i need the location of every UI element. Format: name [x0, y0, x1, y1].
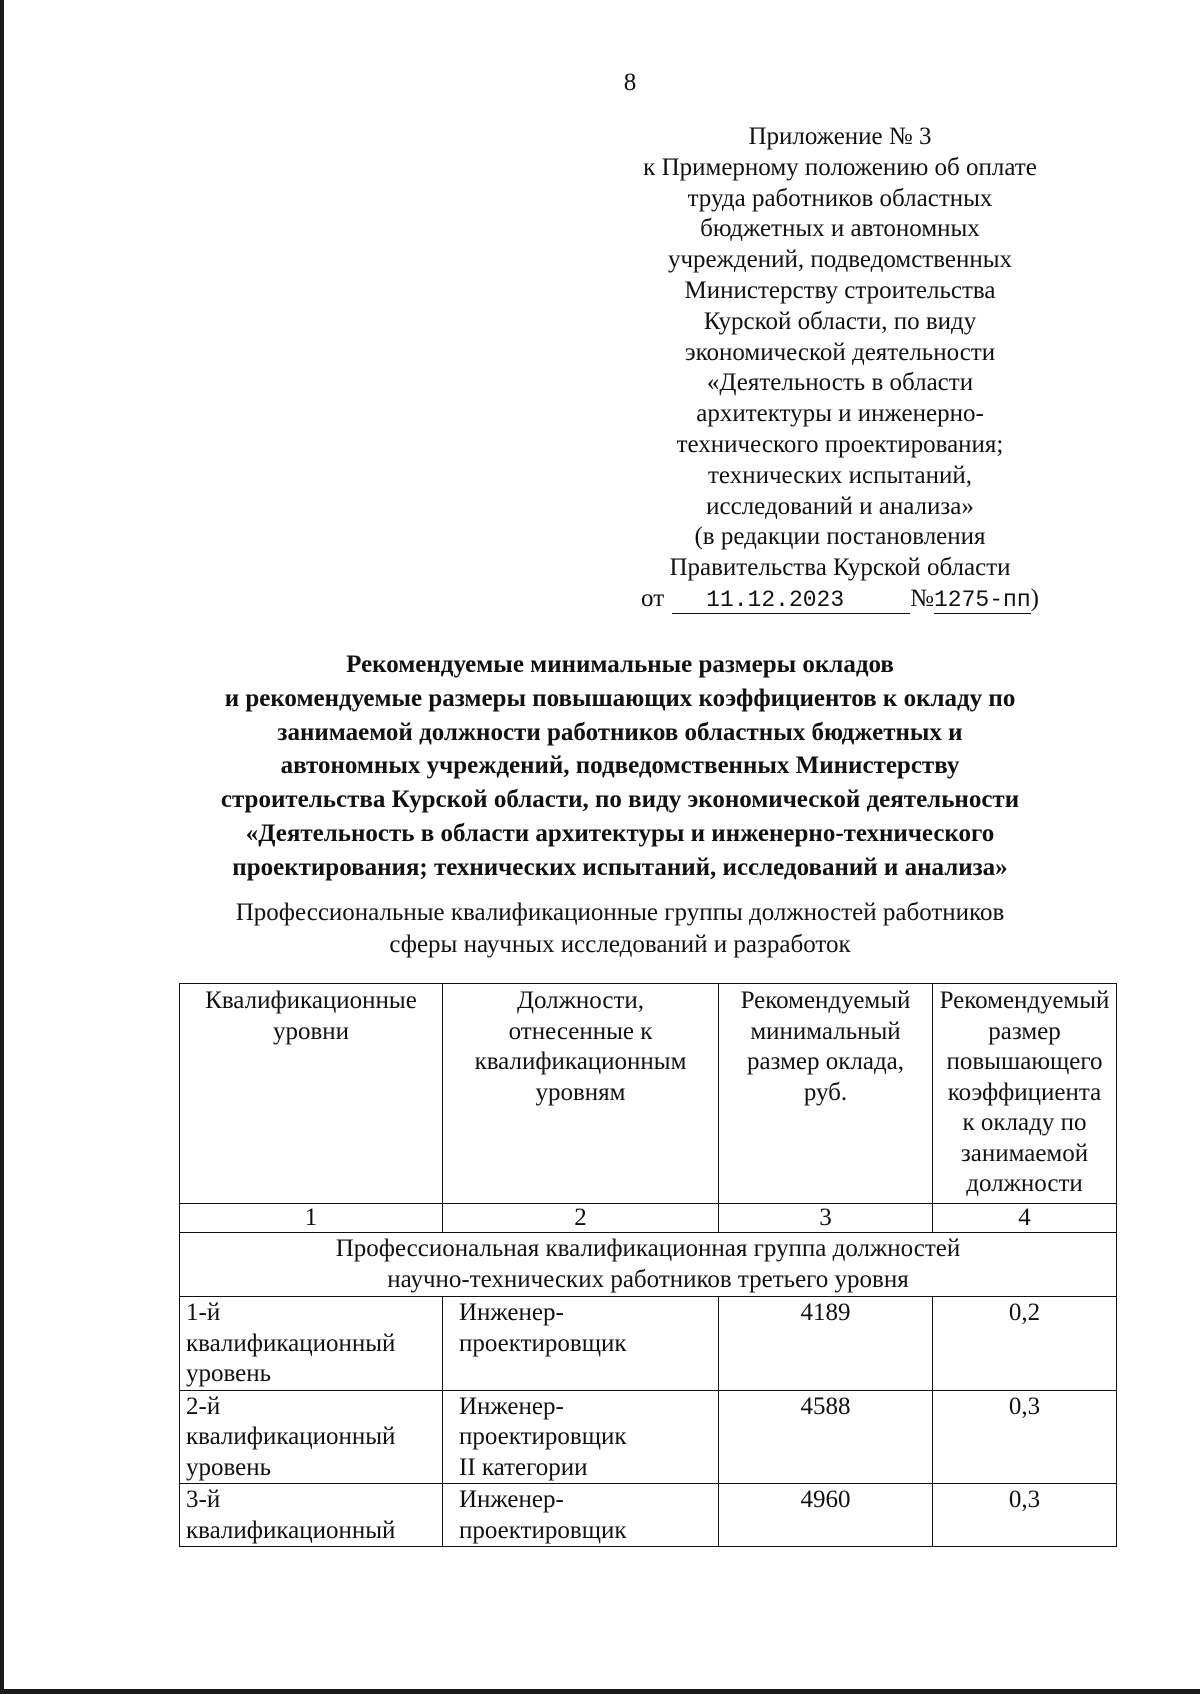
appendix-line: бюджетных и автономных [700, 215, 980, 243]
level-line: 3-й [186, 1486, 221, 1513]
document-title [150, 648, 1090, 885]
appendix-line: Курской области, по виду [703, 307, 977, 335]
header-positions [443, 984, 719, 1204]
table-row [180, 1297, 1117, 1391]
column-number: 3 [719, 1204, 933, 1233]
header-line: Квалификационные [205, 987, 417, 1014]
table-row [180, 1390, 1117, 1484]
title-line: занимаемой должности работников областных бюджетных и [277, 718, 963, 746]
title-line: и рекомендуемые размеры повышающих коэффициентов к окладу по [224, 684, 1016, 712]
header-line: размер оклада, [746, 1048, 905, 1075]
header-line: должности [966, 1170, 1083, 1197]
header-line: повышающего [946, 1048, 1103, 1075]
position-cell [443, 1390, 719, 1484]
resolution-date-line [560, 584, 1120, 615]
level-line: квалификационный [186, 1423, 396, 1450]
appendix-line: к Примерному положению об оплате [643, 153, 1037, 181]
level-line: 1-й [186, 1299, 221, 1326]
header-qualification-levels [180, 984, 443, 1204]
position-cell [443, 1484, 719, 1547]
coefficient-cell: 0,2 [933, 1297, 1117, 1391]
coefficient-cell: 0,3 [933, 1390, 1117, 1484]
header-line: Должности, [516, 987, 645, 1014]
level-line: уровень [186, 1453, 272, 1481]
header-line: руб. [803, 1078, 848, 1106]
appendix-line: архитектуры и инженерно- [696, 400, 984, 428]
position-cell [443, 1297, 719, 1391]
salary-table [179, 983, 1117, 1547]
appendix-line: Министерству строительства [684, 276, 996, 304]
page-number: 8 [623, 69, 637, 96]
position-line: II категории [459, 1453, 588, 1481]
position-line: Инженер- [459, 1299, 564, 1326]
table-header-row [180, 984, 1117, 1204]
position-line: Инженер- [459, 1392, 564, 1420]
appendix-line: экономической деятельности [684, 338, 996, 366]
group-title-row [180, 1233, 1117, 1297]
scan-left-border [0, 0, 4, 1694]
title-line: автономных учреждений, подведомственных Министерству [280, 752, 960, 780]
salary-cell: 4588 [719, 1390, 933, 1484]
header-line: минимальный [750, 1017, 901, 1045]
group-title [180, 1233, 1117, 1297]
header-line: квалификационным [474, 1048, 687, 1075]
date-prefix: от [641, 584, 665, 612]
header-line: коэффициента [947, 1078, 1102, 1106]
group-title-line: Профессиональная квалификационная группа должностей [335, 1235, 961, 1262]
resolution-date: 11.12.2023 [706, 586, 845, 613]
position-line: проектировщик [459, 1329, 627, 1357]
position-line: проектировщик [459, 1423, 627, 1450]
appendix-line: учреждений, подведомственных [667, 246, 1013, 274]
appendix-line: труда работников областных [687, 184, 993, 212]
level-line: квалификационный [186, 1329, 396, 1357]
coefficient-cell: 0,3 [933, 1484, 1117, 1547]
header-line: уровни [272, 1017, 350, 1045]
header-line: Рекомендуемый [939, 987, 1110, 1014]
level-cell [180, 1297, 443, 1391]
number-prefix: № [910, 584, 934, 612]
title-line: Рекомендуемые минимальные размеры окладов [346, 651, 894, 678]
resolution-number: 1275-пп [934, 586, 1031, 613]
level-cell [180, 1390, 443, 1484]
appendix-line: (в редакции постановления [694, 523, 986, 551]
title-line: проектирования; технических испытаний, исследований и анализа» [232, 853, 1008, 881]
header-min-salary [719, 984, 933, 1204]
level-line: уровень [186, 1360, 272, 1387]
header-line: к окладу по [962, 1109, 1087, 1136]
appendix-line: технического проектирования; [676, 430, 1004, 458]
caption-line: Профессиональные квалификационные группы должностей работников [235, 899, 1005, 926]
level-cell [180, 1484, 443, 1547]
header-line: отнесенные к [508, 1017, 653, 1045]
header-line: уровням [535, 1078, 626, 1106]
column-number: 2 [443, 1204, 719, 1233]
column-number-row [180, 1204, 1117, 1233]
appendix-line: «Деятельность в области [706, 369, 974, 397]
header-line: размер [988, 1017, 1061, 1045]
header-line: Рекомендуемый [740, 987, 911, 1014]
table-row [180, 1484, 1117, 1547]
number-suffix: ) [1030, 584, 1039, 612]
group-caption [150, 897, 1090, 961]
position-line: Инженер- [459, 1486, 564, 1513]
appendix-line: технических испытаний, [708, 461, 972, 489]
date-blank [672, 586, 910, 614]
title-line: строительства Курской области, по виду экономической деятельности [220, 786, 1020, 814]
number-blank [934, 586, 1031, 614]
header-coefficient [933, 984, 1117, 1204]
header-line: занимаемой [960, 1139, 1089, 1167]
level-line: 2-й [186, 1392, 221, 1420]
scan-bottom-border [0, 1689, 1200, 1694]
level-line: квалификационный [186, 1516, 396, 1544]
title-line: «Деятельность в области архитектуры и инженерно-технического [245, 819, 995, 847]
salary-cell: 4189 [719, 1297, 933, 1391]
position-line: проектировщик [459, 1516, 627, 1544]
group-title-line: научно-технических работников третьего уровня [387, 1265, 909, 1293]
appendix-line: Приложение № 3 [748, 123, 932, 150]
caption-line: сферы научных исследований и разработок [389, 931, 851, 958]
salary-cell: 4960 [719, 1484, 933, 1547]
appendix-line: исследований и анализа» [706, 492, 974, 520]
column-number: 4 [933, 1204, 1117, 1233]
appendix-header [560, 122, 1120, 615]
column-number: 1 [180, 1204, 443, 1233]
appendix-line: Правительства Курской области [669, 554, 1011, 582]
